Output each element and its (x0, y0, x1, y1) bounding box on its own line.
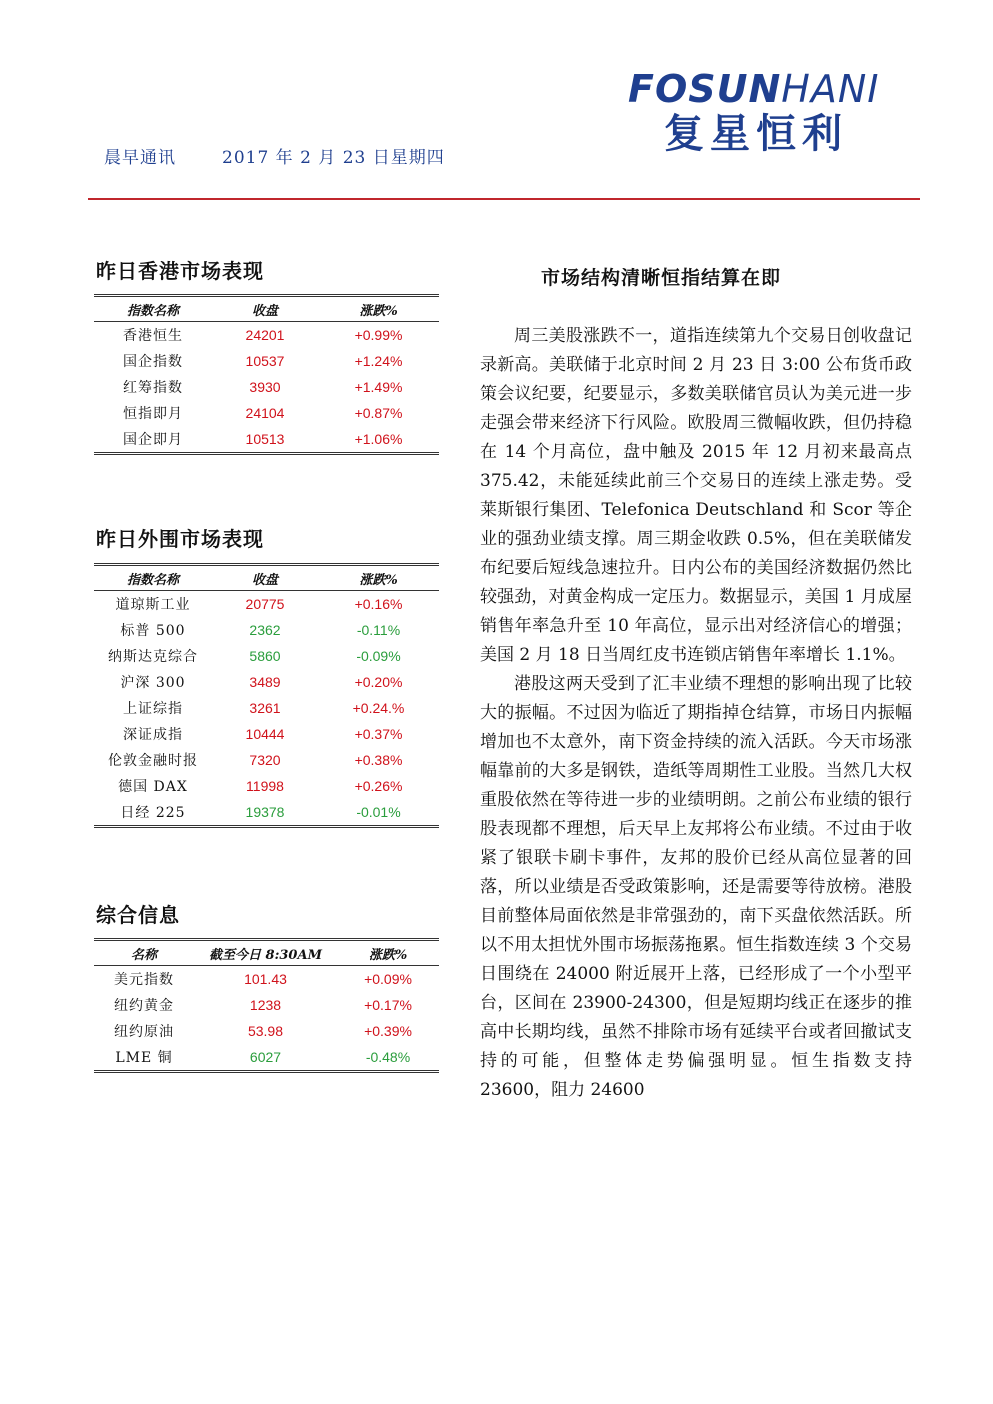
global-market-title: 昨日外围市场表现 (96, 527, 264, 551)
col-header-change: 涨跌% (318, 296, 439, 322)
close-value: 24104 (245, 405, 285, 421)
article-paragraph: 周三美股涨跌不一，道指连续第九个交易日创收盘记录新高。美联储于北京时间 2 月 23 日 3:00 公布货币政策会议纪要，纪要显示，多数美联储官员认为美元进一步走强会带来经济下行风险。欧股周三微幅收跌，但仍持稳在 14 个月高位，盘中触及 2015 年 12 月初来最高点 375.42，未能延续此前三个交易日的连续上涨走势。受莱斯银行集团、Telefonica Deutschland 和 Scor 等企业的强劲业绩支撑。周三期金收跌 0.5%，但在美联储发布纪要后短线急速拉升。日内公布的美国经济数据仍然比较强劲，对黄金构成一定压力。数据显示，美国 1 月成屋销售年率急升至 10 年高位，显示出对经济信心的增强；美国 2 月 18 日当周红皮书连锁店销售年率增长 1.1%。 (480, 326, 912, 665)
change-value: +0.39% (364, 1023, 412, 1039)
close-value: 20775 (245, 596, 285, 612)
table-row (94, 643, 439, 669)
close-value: 53.98 (247, 1023, 284, 1039)
index-name: 日经 225 (120, 805, 186, 821)
change-value: +1.24% (354, 353, 403, 369)
close-value: 3489 (249, 674, 281, 690)
close-value: 10444 (245, 726, 285, 742)
hk-market-table (94, 294, 439, 455)
table-row (94, 1018, 439, 1044)
logo-english: FOSUNHANI (628, 67, 880, 111)
table-row (94, 426, 439, 454)
change-value: +0.16% (354, 596, 403, 612)
col-header-name: 名称 (94, 940, 194, 966)
table-row (94, 773, 439, 799)
table-row (94, 348, 439, 374)
general-info-table (94, 938, 439, 1073)
close-value: 10537 (245, 353, 285, 369)
col-header-name: 指数名称 (94, 296, 212, 322)
col-header-close: 截至今日 8:30AM (194, 940, 337, 966)
col-header-close: 收盘 (212, 565, 318, 591)
table-row (94, 799, 439, 827)
change-value: +0.24.% (352, 700, 405, 716)
table-row (94, 747, 439, 773)
close-value: 2362 (249, 622, 281, 638)
close-value: 5860 (249, 648, 281, 664)
change-value: +0.38% (354, 752, 403, 768)
close-value: 24201 (245, 327, 285, 343)
table-row (94, 322, 439, 349)
logo-chinese: 复星恒利 (664, 111, 848, 157)
change-value: +0.87% (354, 405, 403, 421)
change-value: +0.20% (354, 674, 403, 690)
index-name: 国企指数 (123, 354, 183, 370)
table-row (94, 617, 439, 643)
change-value: -0.48% (365, 1049, 411, 1065)
global-market-table (94, 563, 439, 828)
index-name: 国企即月 (123, 432, 183, 448)
close-value: 1238 (249, 997, 282, 1013)
index-name: 纳斯达克综合 (108, 649, 198, 665)
report-date: 2017 年 2 月 23 日星期四 (222, 148, 445, 168)
close-value: 3261 (249, 700, 281, 716)
change-value: -0.09% (356, 648, 401, 664)
index-name: 伦敦金融时报 (108, 753, 198, 769)
index-name: 美元指数 (114, 972, 174, 988)
article-title: 市场结构清晰恒指结算在即 (541, 267, 782, 289)
close-value: 3930 (249, 379, 281, 395)
col-header-name: 指数名称 (94, 565, 212, 591)
table-row (94, 669, 439, 695)
index-name: 红筹指数 (123, 380, 183, 396)
header-info (104, 143, 445, 168)
table-row (94, 695, 439, 721)
index-name: 纽约黄金 (114, 998, 174, 1014)
close-value: 10513 (245, 431, 285, 447)
close-value: 19378 (245, 804, 285, 820)
table-row (94, 966, 439, 993)
change-value: +0.99% (354, 327, 403, 343)
index-name: 沪深 300 (120, 675, 186, 691)
index-name: 深证成指 (123, 727, 183, 743)
table-row (94, 992, 439, 1018)
col-header-close: 收盘 (212, 296, 318, 322)
change-value: +0.37% (354, 726, 403, 742)
article-body (480, 322, 912, 1105)
col-header-change: 涨跌% (337, 940, 439, 966)
index-name: 道琼斯工业 (115, 597, 191, 613)
index-name: 纽约原油 (114, 1024, 174, 1040)
index-name: 恒指即月 (123, 406, 183, 422)
article-paragraph: 港股这两天受到了汇丰业绩不理想的影响出现了比较大的振幅。不过因为临近了期指掉仓结算，市场日内振幅增加也不太意外，南下资金持续的流入活跃。今天市场涨幅靠前的大多是钢铁，造纸等周期性工业股。当然几大权重股依然在等待进一步的业绩明朗。之前公布业绩的银行股表现都不理想，后天早上友邦将公布业绩。不过由于收紧了银联卡刷卡事件，友邦的股价已经从高位显著的回落，所以业绩是否受政策影响，还是需要等待放榜。港股目前整体局面依然是非常强劲的，南下买盘依然活跃。所以不用太担忧外围市场振荡拖累。恒生指数连续 3 个交易日围绕在 24000 附近展开上落，已经形成了一个小型平台，区间在 23900-24300，但是短期均线正在逐步的推高中长期均线，虽然不排除市场有延续平台或者回撤试支持的可能，但整体走势偏强明显。恒生指数支持 23600，阻力 24600 (480, 674, 912, 1100)
close-value: 101.43 (244, 971, 287, 987)
table-row (94, 591, 439, 618)
change-value: +0.26% (354, 778, 403, 794)
close-value: 7320 (249, 752, 281, 768)
change-value: -0.11% (356, 622, 401, 638)
col-header-change: 涨跌% (318, 565, 439, 591)
index-name: 德国 DAX (118, 779, 188, 795)
change-value: +0.17% (364, 997, 412, 1013)
doc-type: 晨早通讯 (104, 148, 176, 168)
table-row (94, 721, 439, 747)
change-value: +1.06% (354, 431, 403, 447)
change-value: +0.09% (364, 971, 412, 987)
change-value: +1.49% (354, 379, 403, 395)
index-name: 香港恒生 (123, 328, 183, 344)
close-value: 11998 (246, 778, 284, 794)
change-value: -0.01% (356, 804, 401, 820)
index-name: 标普 500 (120, 623, 186, 639)
index-name: LME 铜 (115, 1050, 173, 1066)
table-row (94, 374, 439, 400)
general-info-title: 综合信息 (96, 903, 180, 927)
header-divider (88, 198, 920, 200)
table-row (94, 400, 439, 426)
company-logo (628, 68, 920, 158)
close-value: 6027 (249, 1049, 282, 1065)
index-name: 上证综指 (123, 701, 183, 717)
table-row (94, 1044, 439, 1072)
hk-market-title: 昨日香港市场表现 (96, 259, 264, 283)
